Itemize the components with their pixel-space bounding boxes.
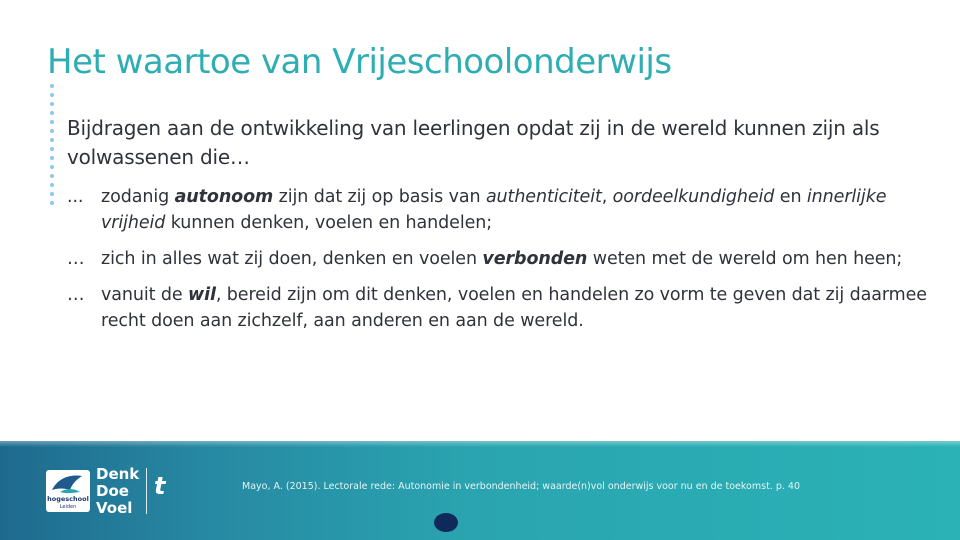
- item-emphasis: oordeelkundigheid: [612, 187, 775, 207]
- logo-badge-text-1: hogeschool: [47, 495, 89, 503]
- logo-word: Doe: [96, 482, 129, 500]
- item-emphasis: innerlijke vrijheid: [101, 187, 887, 233]
- item-text: kunnen denken, voelen en handelen;: [165, 213, 493, 233]
- list-marker: …: [67, 285, 85, 305]
- item-emphasis: wil: [188, 285, 216, 305]
- intro-text: Bijdragen aan de ontwikkeling van leerlingen opdat zij in de wereld kunnen zijn als volwassenen die…: [67, 116, 880, 169]
- list-marker: ...: [67, 187, 84, 207]
- logo-words: [96, 466, 144, 517]
- logo-divider: [146, 468, 147, 514]
- decorative-dots-icon: [48, 84, 56, 216]
- item-text: ,: [601, 187, 613, 207]
- item-text: vanuit de: [101, 285, 188, 305]
- list-item: [67, 184, 937, 236]
- item-text: zijn dat zij op basis van: [273, 187, 486, 207]
- list-item: [67, 282, 937, 334]
- decorative-oval: [434, 513, 458, 532]
- list-marker: …: [67, 249, 85, 269]
- slide-title: Het waartoe van Vrijeschoolonderwijs: [47, 42, 672, 82]
- citation-text: Mayo, A. (2015). Lectorale rede: Autonomie in verbondenheid; waarde(n)vol onderwijs voor nu en de toekomst. p. 40: [242, 481, 800, 492]
- logo-word: Voel: [96, 499, 133, 517]
- item-text: , bereid zijn om dit denken, voelen en handelen zo vorm te geven dat zij daarmee recht doen aan zichzelf, aan anderen en aan de wereld.: [101, 285, 927, 331]
- logo-badge: [46, 470, 90, 512]
- item-emphasis: verbonden: [482, 249, 588, 269]
- item-emphasis: authenticiteit: [485, 187, 602, 207]
- hogeschool-leiden-logo: [46, 466, 176, 518]
- item-text: zodanig: [101, 187, 175, 207]
- list-item: [67, 246, 937, 272]
- item-text: en: [774, 187, 807, 207]
- logo-mark: t: [154, 472, 166, 500]
- item-text: weten met de wereld om hen heen;: [587, 249, 903, 269]
- logo-word: Denk: [96, 465, 140, 483]
- item-text: zich in alles wat zij doen, denken en voelen: [101, 249, 483, 269]
- item-emphasis: autonoom: [174, 187, 274, 207]
- logo-badge-text-2: Leiden: [59, 504, 77, 510]
- slide-content: [67, 114, 937, 344]
- bird-logo-icon: [46, 470, 90, 512]
